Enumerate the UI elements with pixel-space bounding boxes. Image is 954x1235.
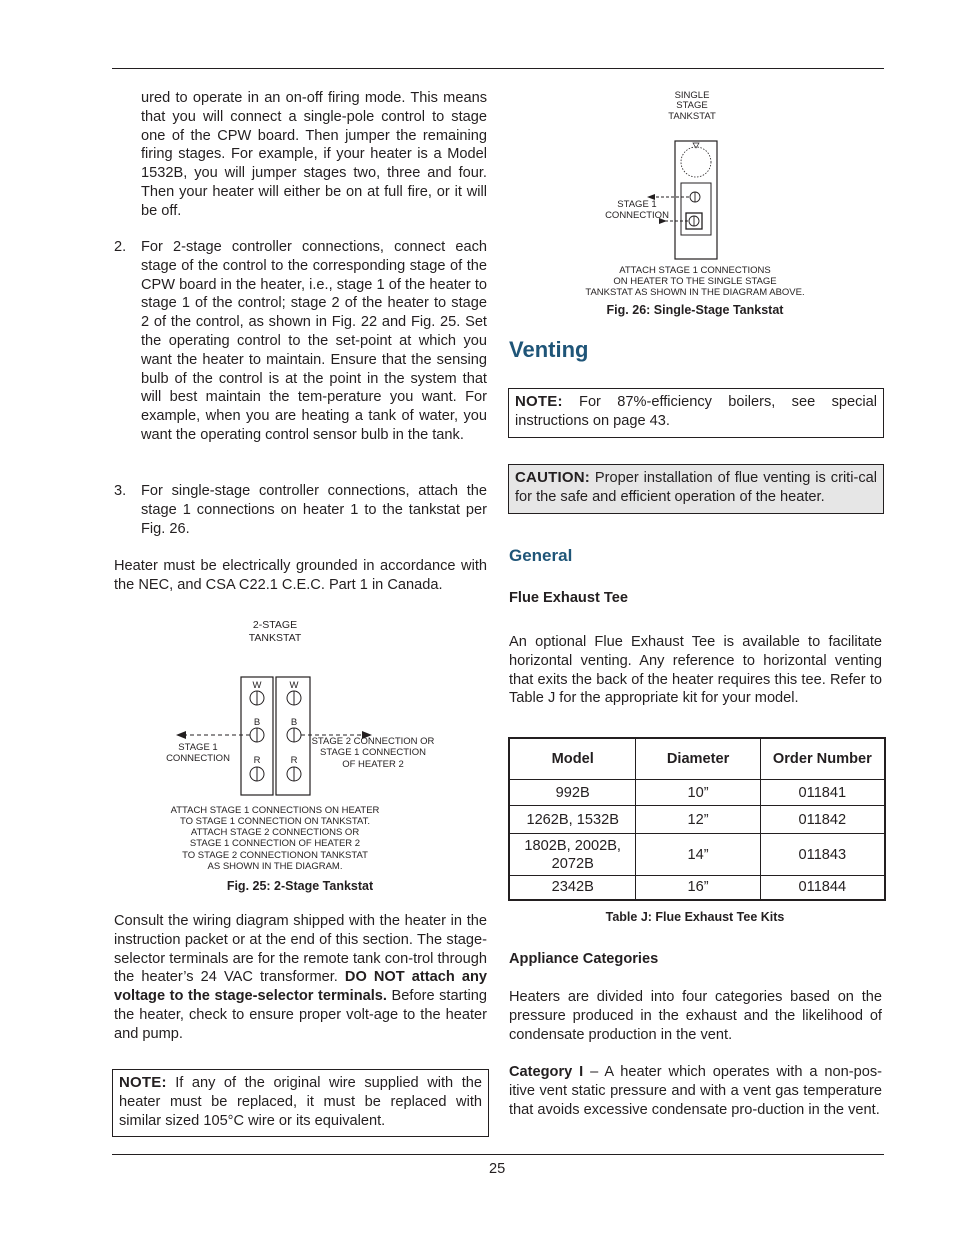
fig26-caption: Fig. 26: Single-Stage Tankstat xyxy=(606,303,784,317)
caution-box xyxy=(508,464,884,514)
fig26-note-line1: ATTACH STAGE 1 CONNECTIONS xyxy=(619,265,771,276)
fig25-caption: Fig. 25: 2-Stage Tankstat xyxy=(226,879,374,893)
item-3-number: 3. xyxy=(114,483,127,499)
bottom-rule xyxy=(112,1154,884,1155)
fig25-left-label1: STAGE 1 xyxy=(178,742,218,753)
fig25-term-b2: B xyxy=(290,717,298,728)
table-cell: 14” xyxy=(636,834,760,876)
fig25-title-line1: 2-STAGE xyxy=(252,619,298,631)
fig26-title-line2: STAGE xyxy=(676,100,708,111)
flue-paragraph: An optional Flue Exhaust Tee is available to facilitate horizontal venting. Any reference to horizontal venting that exits the back of the heater requires this tee. Refer to Table J for the appropriate kit for your model. xyxy=(509,634,882,707)
fig25-title-line2: TANKSTAT xyxy=(248,632,302,644)
fig26-title-line1: SINGLE xyxy=(674,90,710,101)
table-cell: 1262B, 1532B xyxy=(509,806,636,834)
fig26-title-line3: TANKSTAT xyxy=(668,111,716,122)
fig25-right-label3: OF HEATER 2 xyxy=(342,759,404,770)
caution-label: CAUTION: xyxy=(515,469,590,486)
fig25-note-line2: TO STAGE 1 CONNECTION ON TANKSTAT. xyxy=(179,816,371,827)
table-cell: 011843 xyxy=(760,834,885,876)
fig25-left-label2: CONNECTION xyxy=(166,753,230,764)
wire-note-label: NOTE: xyxy=(119,1074,167,1091)
flue-exhaust-heading: Flue Exhaust Tee xyxy=(509,590,628,606)
table-row xyxy=(509,806,885,834)
caution-text: Proper installation of flue venting is criti-cal for the safe and efficient operation of the heater. xyxy=(515,470,877,505)
item-3-text: For single-stage controller connections, attach the stage 1 connections on heater 1 to the tankstat per Fig. 26. xyxy=(141,483,487,537)
table-header-order-number: Order Number xyxy=(760,738,885,780)
wire-note-text: If any of the original wire supplied with the heater must be replaced, it must be replaced with similar sized 105°C wire or its equivalent. xyxy=(119,1075,482,1129)
efficiency-note-label: NOTE: xyxy=(515,393,563,410)
fig25-term-w1: W xyxy=(252,680,262,691)
table-cell: 12” xyxy=(636,806,760,834)
consult-warning: DO NOT attach any voltage to the stage-selector terminals. xyxy=(114,969,487,1005)
table-header-row xyxy=(509,738,885,780)
fig26-note-line3: TANKSTAT AS SHOWN IN THE DIAGRAM ABOVE. xyxy=(585,287,805,298)
table-cell: 10” xyxy=(636,780,760,806)
intro-paragraph: ured to operate in an on-off firing mode. This means that you will connect a single-pole control to stage one of the CPW board. Then jumper the remaining firing stages. For example, if your heater is a Model 1532B, you will jumper stages two, three and four. Then your heater will either be on at full fire, or it will be off. xyxy=(141,90,487,219)
table-header-model: Model xyxy=(509,738,636,780)
consult-text-pre: Consult the wiring diagram shipped with the heater in the instruction packet or at the end of this section. The stage-selector terminals are for the remote tank con-trol through the heater’s 24 VAC transformer. xyxy=(114,913,487,986)
fig25-note-line4: STAGE 1 CONNECTION OF HEATER 2 xyxy=(189,838,361,849)
fig25-note-line6: AS SHOWN IN THE DIAGRAM. xyxy=(207,861,343,872)
appliance-paragraph: Heaters are divided into four categories based on the pressure produced in the exhaust and the likelihood of condensate production in the vent. xyxy=(509,989,882,1043)
category-1-label: Category I xyxy=(509,1064,584,1080)
consult-paragraph xyxy=(114,912,487,1044)
table-row xyxy=(509,834,885,876)
consult-text-post: Before starting the heater, check to ensure proper volt-age to the heater and pump. xyxy=(114,988,487,1042)
appliance-categories-heading: Appliance Categories xyxy=(509,951,659,967)
category-1-text: – A heater which operates with a non-pos-itive vent static pressure and with a vent gas temperature that avoids excessive condensate pro-duction in the vent. xyxy=(509,1064,882,1118)
fig26-stage-label2: CONNECTION xyxy=(605,210,669,221)
fig25-right-label1: STAGE 2 CONNECTION OR xyxy=(311,736,435,747)
table-row xyxy=(509,876,885,900)
table-cell: 011842 xyxy=(760,806,885,834)
table-header-diameter: Diameter xyxy=(636,738,760,780)
table-cell: 011844 xyxy=(760,876,885,900)
fig25-term-r2: R xyxy=(290,755,298,766)
fig25-note-line1: ATTACH STAGE 1 CONNECTIONS ON HEATER xyxy=(170,805,380,816)
item-2-text: For 2-stage controller connections, connect each stage of the control to the corresponding stage of the CPW board in the heater, i.e., stage 1 of the heater to stage 1 of the control; stage 2 of the heater to stage 2 of the control, as shown in Fig. 22 and Fig. 25. Set the operating control to the set-point at which you want the heater to maintain. Ensure that the sensing bulb of the control is at the point in the system that will best maintain the tem-perature you want. For example, when you are heating a tank of water, you want the operating control sensor bulb in the tank. xyxy=(141,239,487,443)
flue-exhaust-table xyxy=(508,737,886,901)
fig25-term-b1: B xyxy=(253,717,261,728)
table-cell: 1802B, 2002B, 2072B xyxy=(509,834,636,876)
efficiency-note-text: For 87%-efficiency boilers, see special instructions on page 43. xyxy=(515,394,877,429)
table-cell: 011841 xyxy=(760,780,885,806)
fig25-term-r1: R xyxy=(253,755,261,766)
general-heading: General xyxy=(509,546,573,565)
fig25-note-line5: TO STAGE 2 CONNECTIONON TANKSTAT xyxy=(182,850,368,861)
table-caption: Table J: Flue Exhaust Tee Kits xyxy=(605,910,785,924)
fig25-right-label2: STAGE 1 CONNECTION xyxy=(320,747,426,758)
venting-heading: Venting xyxy=(509,337,589,362)
fig26-stage-label1: STAGE 1 xyxy=(617,199,657,210)
top-rule xyxy=(112,68,884,69)
table-cell: 16” xyxy=(636,876,760,900)
wire-note-box xyxy=(112,1069,489,1137)
ground-paragraph: Heater must be electrically grounded in accordance with the NEC, and CSA C22.1 C.E.C. Part 1 in Canada. xyxy=(114,558,487,593)
efficiency-note-box xyxy=(508,388,884,438)
page-number: 25 xyxy=(489,1161,506,1177)
table-row xyxy=(509,780,885,806)
item-2-number: 2. xyxy=(114,239,127,255)
fig25-note-line3: ATTACH STAGE 2 CONNECTIONS OR xyxy=(190,827,360,838)
category-1-paragraph xyxy=(509,1063,882,1119)
table-cell: 992B xyxy=(509,780,636,806)
fig25-term-w2: W xyxy=(289,680,299,691)
table-cell: 2342B xyxy=(509,876,636,900)
fig26-note-line2: ON HEATER TO THE SINGLE STAGE xyxy=(613,276,777,287)
